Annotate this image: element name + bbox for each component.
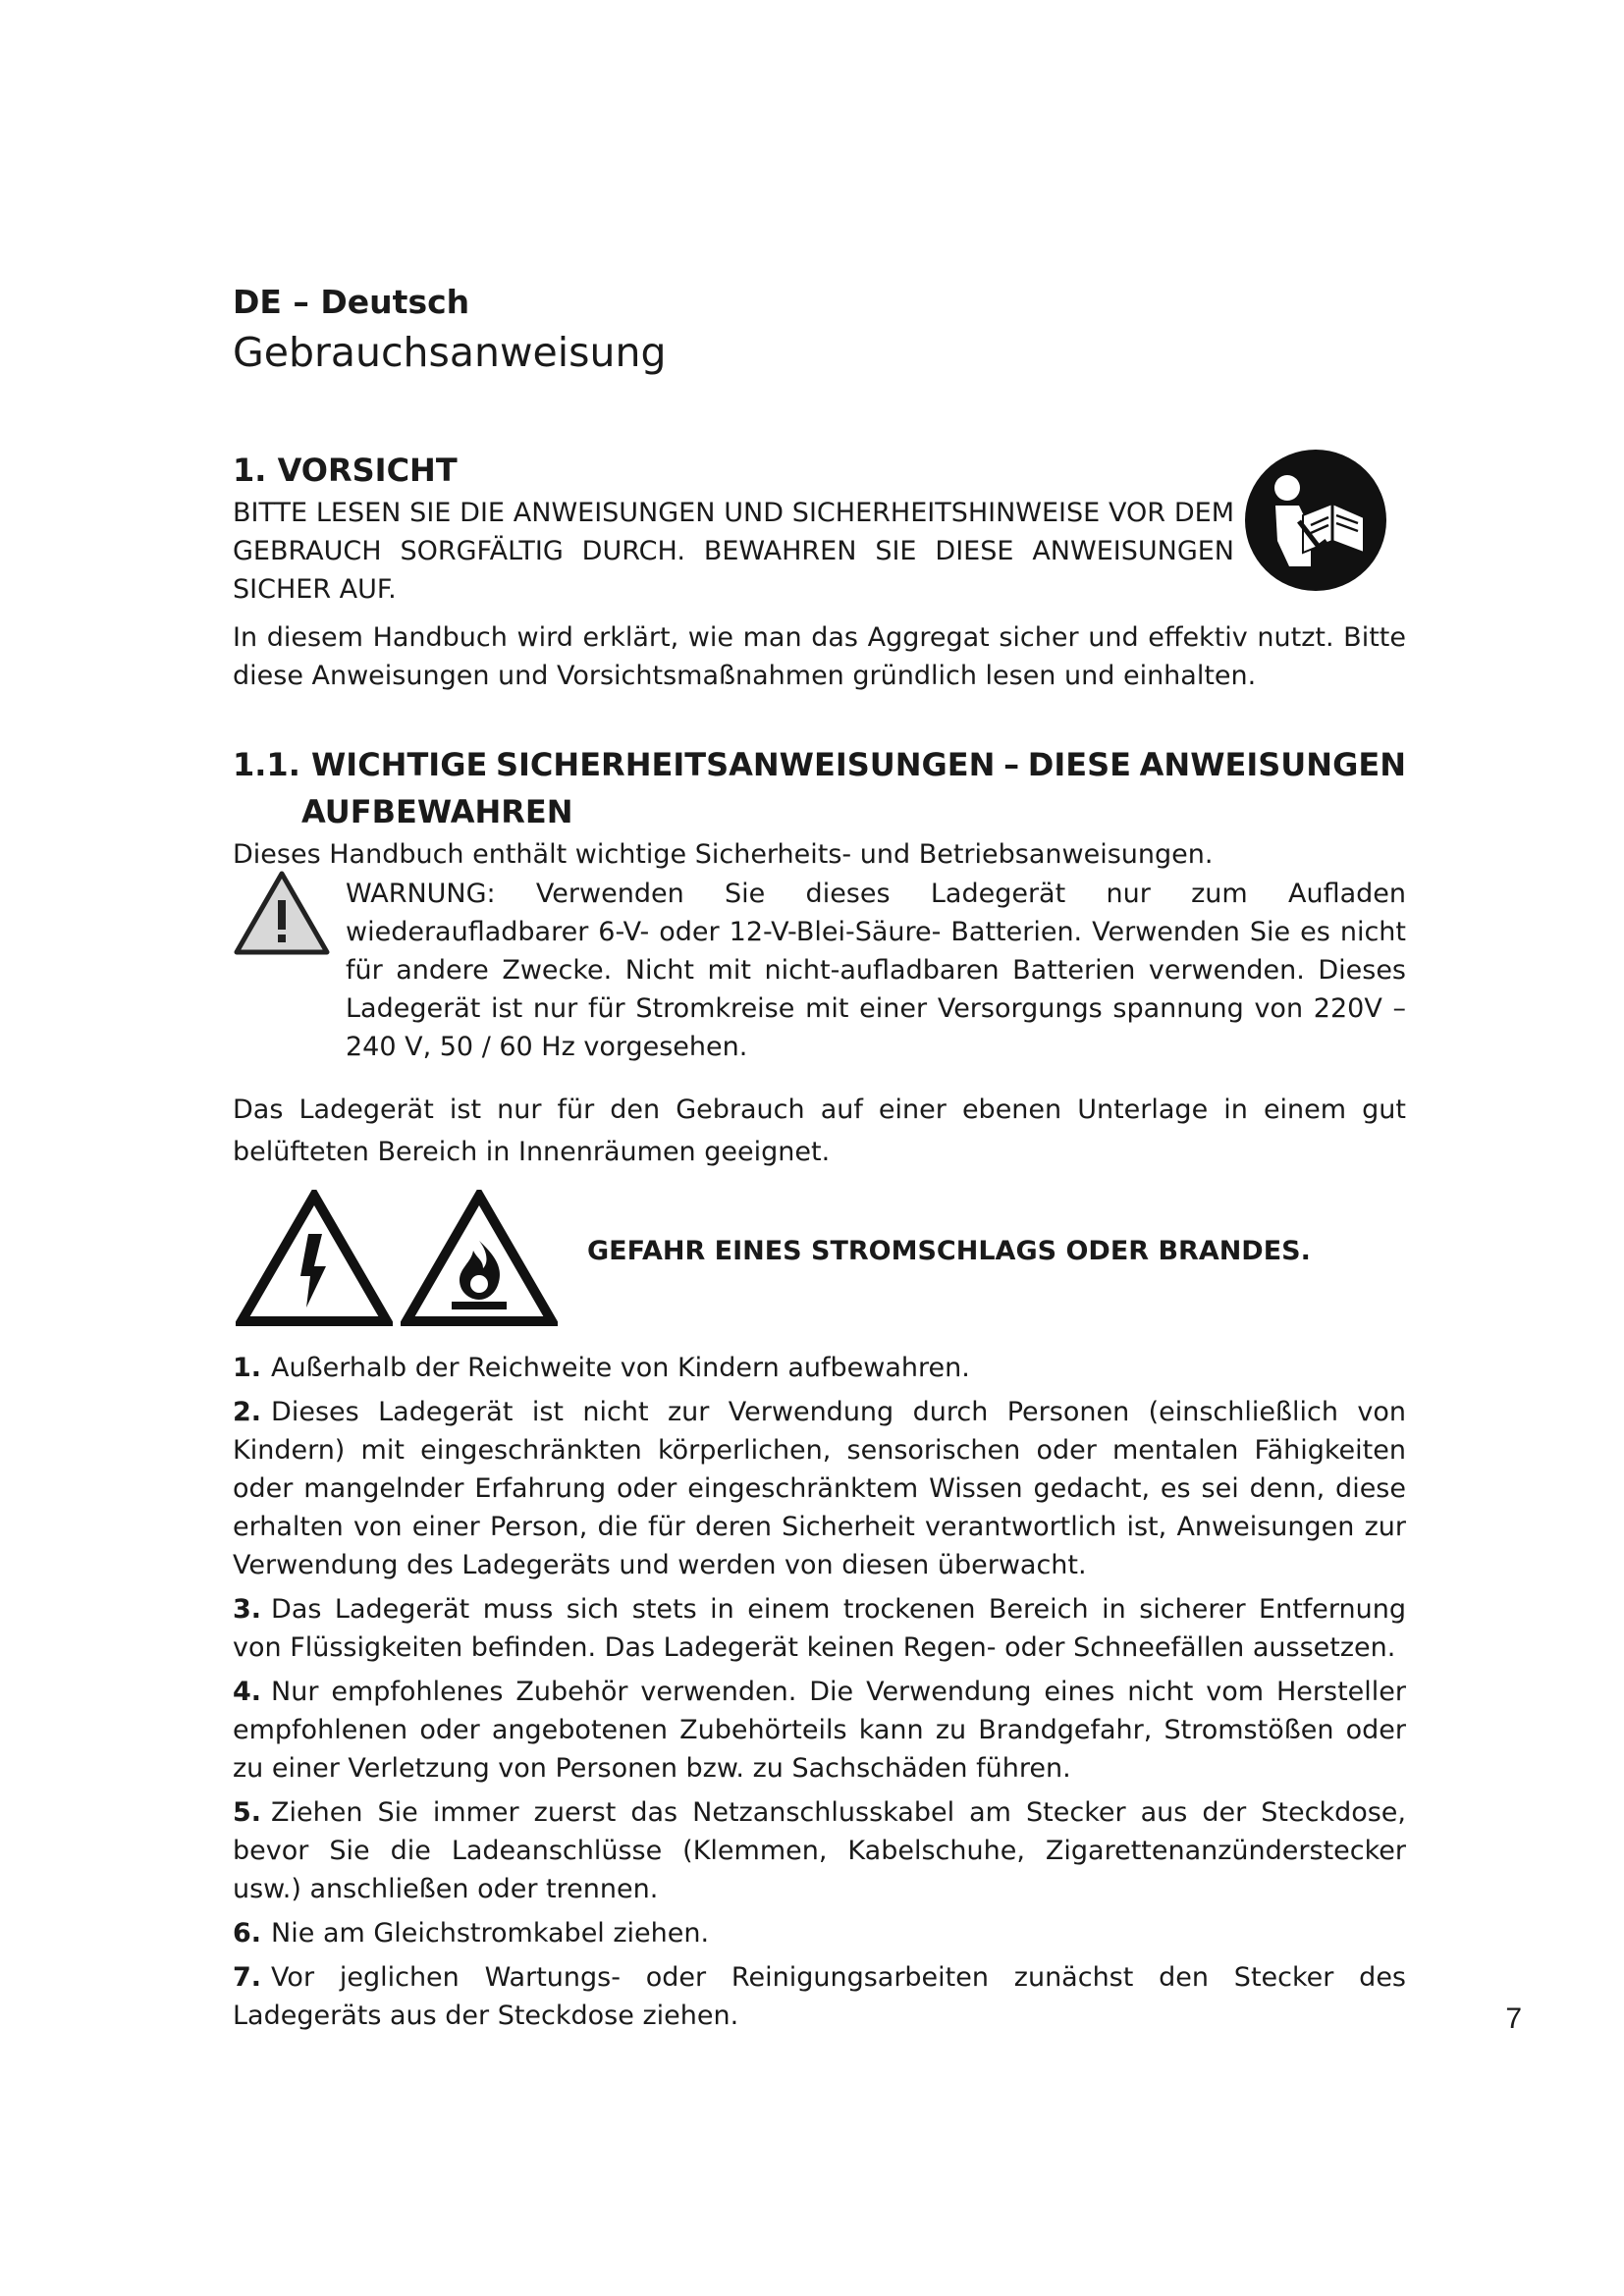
heading-part: 1.1. WICHTIGE (233, 746, 488, 783)
caution-caps-text: BITTE LESEN SIE DIE ANWEISUNGEN UND SICHERHEITSHINWEISE VOR DEM GEBRAUCH SORGFÄLTIG DURCH. BEWAHREN SIE DIESE ANWEISUNGEN SICHER AUF. (233, 498, 1234, 605)
electric-shock-icon (236, 1190, 393, 1327)
read-manual-icon (1242, 447, 1389, 594)
document-title: Gebrauchsanweisung (233, 329, 667, 376)
heading-line2: AUFBEWAHREN (301, 793, 573, 830)
language-label: DE – Deutsch (233, 283, 470, 321)
section-heading-vorsicht: 1. VORSICHT (233, 452, 458, 489)
manual-contains-text: Dieses Handbuch enthält wichtige Sicherheits- und Betriebsanweisungen. (233, 839, 1214, 870)
list-item: 3. Das Ladegerät muss sich stets in einem trockenen Bereich in sicherer Entfernung von Flüssigkeiten befinden. Das Ladegerät keinen Regen- oder Schneefällen aussetzen. (233, 1594, 1406, 1663)
list-item: 7. Vor jeglichen Wartungs- oder Reinigungsarbeiten zunächst den Stecker des Ladegeräts aus der Steckdose ziehen. (233, 1962, 1406, 2031)
list-item: 6. Nie am Gleichstromkabel ziehen. (233, 1918, 710, 1949)
warning-paragraph: WARNUNG: Verwenden Sie dieses Ladegerät nur zum Aufladen wiederaufladbarer 6-V- oder 12-V-Blei-Säure- Batterien. Verwenden Sie es nicht für andere Zwecke. Nicht mit nicht-aufladbaren Batterien verwenden. Dieses Ladegerät ist nur für Stromkreise mit einer Versorgungs spannung von 220V – 240 V, 50 / 60 Hz vorgesehen. (346, 879, 1406, 1062)
fire-hazard-icon (401, 1190, 558, 1327)
section-heading-important (233, 741, 1406, 835)
heading-part: DIESE (1027, 746, 1131, 783)
heading-part: ANWEISUNGEN (1139, 746, 1406, 783)
list-item: 1. Außerhalb der Reichweite von Kindern aufbewahren. (233, 1353, 970, 1383)
heading-part: SICHERHEITSANWEISUNGEN (495, 746, 996, 783)
heading-part: – (1003, 746, 1020, 783)
danger-heading: GEFAHR EINES STROMSCHLAGS ODER BRANDES. (587, 1236, 1311, 1266)
list-item: 4. Nur empfohlenes Zubehör verwenden. Die Verwendung eines nicht vom Hersteller empfohlenen oder angebotenen Zubehörteils kann zu Brandgefahr, Stromstößen oder zu einer Verletzung von Personen bzw. zu Sachschäden führen. (233, 1677, 1406, 1784)
list-item: 2. Dieses Ladegerät ist nicht zur Verwendung durch Personen (einschließlich von Kindern) mit eingeschränkten körperlichen, sensorischen oder mentalen Fähigkeiten oder mangelnder Erfahrung oder eingeschränktem Wissen gedacht, es sei denn, diese erhalten von einer Person, die für deren Sicherheit verantwortlich ist, Anweisungen zur Verwendung des Ladegeräts und werden von diesen überwacht. (233, 1397, 1406, 1580)
intro-paragraph: In diesem Handbuch wird erklärt, wie man das Aggregat sicher und effektiv nutzt. Bitte diese Anweisungen und Vorsichtsmaßnahmen gründlich lesen und einhalten. (233, 622, 1406, 691)
page-number: 7 (1505, 2002, 1522, 2035)
safety-items-list (233, 1349, 1406, 2041)
list-item: 5. Ziehen Sie immer zuerst das Netzanschlusskabel am Stecker aus der Steckdose, bevor Sie die Ladeanschlüsse (Klemmen, Kabelschuhe, Zigarettenanzünderstecker usw.) anschließen oder trennen. (233, 1797, 1406, 1904)
usage-paragraph: Das Ladegerät ist nur für den Gebrauch auf einer ebenen Unterlage in einem gut belüfteten Bereich in Innenräumen geeignet. (233, 1095, 1406, 1167)
warning-triangle-icon (233, 869, 331, 957)
